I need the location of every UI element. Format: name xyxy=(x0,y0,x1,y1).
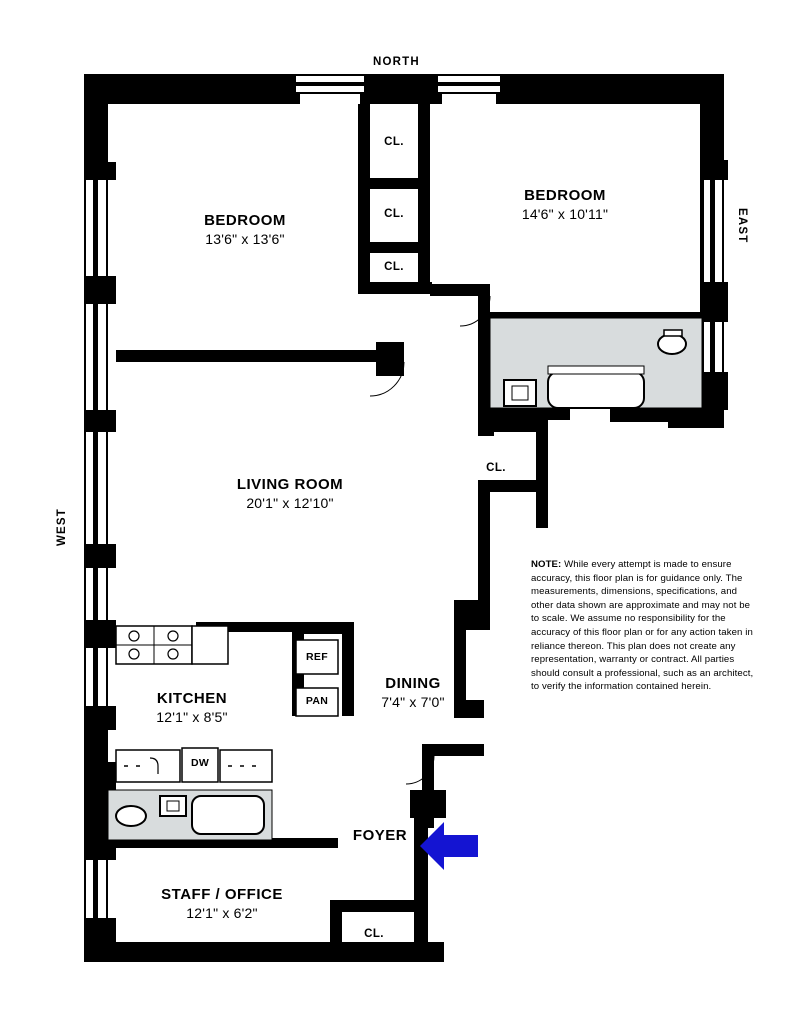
closet-label-entry: CL. xyxy=(364,928,384,940)
note-text: While every attempt is made to ensure accuracy, this floor plan is for guidance only. The measurements, dimensions, specifications, and other data shown are approximate and may not be to scale. We assume no responsibility for the accuracy of this floor plan or for any action taken in reliance thereon. This plan does not create any representation, warranty or contract. All parties should consult a professional, such as an architect, to verify the information contained herein. xyxy=(531,559,754,693)
closet-label-hall: CL. xyxy=(486,462,506,474)
room-label-bedroom-left: BEDROOM xyxy=(204,212,286,229)
dishwasher-label: DW xyxy=(190,757,210,769)
room-dims-bedroom-left: 13'6" x 13'6" xyxy=(205,231,285,247)
room-label-staff-office: STAFF / OFFICE xyxy=(161,886,283,903)
closet-label-north-3: CL. xyxy=(384,261,404,273)
room-dims-dining: 7'4" x 7'0" xyxy=(381,694,445,710)
pantry-label: PAN xyxy=(305,695,329,707)
room-dims-bedroom-right: 14'6" x 10'11" xyxy=(521,206,609,222)
closet-label-north-1: CL. xyxy=(384,136,404,148)
room-label-bedroom-right: BEDROOM xyxy=(524,187,606,204)
note-lead: NOTE: xyxy=(531,559,562,570)
compass-west: WEST xyxy=(56,507,68,546)
refrigerator-label: REF xyxy=(306,651,328,663)
room-dims-kitchen: 12'1" x 8'5" xyxy=(156,709,228,725)
room-label-dining: DINING xyxy=(385,675,441,692)
room-label-living-room: LIVING ROOM xyxy=(236,476,344,493)
compass-north: NORTH xyxy=(373,56,420,68)
room-label-foyer: FOYER xyxy=(352,827,408,844)
compass-east: EAST xyxy=(736,208,748,244)
room-dims-staff-office: 12'1" x 6'2" xyxy=(186,905,258,921)
closet-label-north-2: CL. xyxy=(384,208,404,220)
room-dims-living-room: 20'1" x 12'10" xyxy=(246,495,334,511)
disclaimer-note xyxy=(531,558,759,694)
room-label-kitchen: KITCHEN xyxy=(156,690,228,707)
